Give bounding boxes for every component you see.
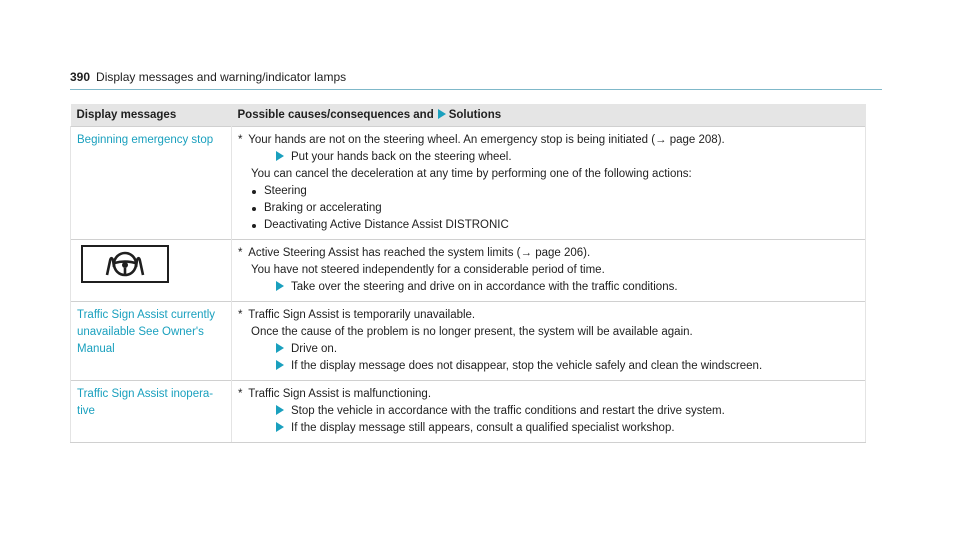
display-messages-table — [70, 104, 866, 443]
message-beginning-emergency-stop: Beginning emergency stop — [71, 127, 232, 240]
action-item — [238, 403, 859, 420]
message-traffic-sign-unavailable: Traffic Sign Assist currently unavailable See Owner's Manual — [71, 302, 232, 381]
col-header-causes-solutions — [232, 104, 866, 127]
cause-text: * Traffic Sign Assist is malfunctioning. — [238, 388, 432, 400]
action-item — [238, 149, 859, 166]
col-header-causes: Possible causes/consequences and — [237, 109, 434, 121]
solution-arrow-icon — [438, 109, 446, 119]
bullet-dot-icon — [252, 207, 256, 211]
col-header-display-messages: Display messages — [71, 104, 232, 127]
action-text: Stop the vehicle in accordance with the traffic conditions and restart the drive system. — [291, 405, 725, 417]
cause-text: * Active Steering Assist has reached the system limits (→ page 206). — [238, 247, 591, 259]
table-row — [71, 127, 866, 240]
table-row — [71, 302, 866, 381]
message-traffic-sign-inoperative: Traffic Sign Assist inopera-tive — [71, 381, 232, 443]
solution-cell — [232, 240, 866, 302]
header-rule — [70, 89, 882, 90]
action-text: Put your hands back on the steering wheel. — [291, 151, 512, 163]
action-item — [238, 279, 859, 296]
bullet-text: Braking or accelerating — [264, 202, 382, 214]
solution-cell — [232, 381, 866, 443]
action-text: If the display message still appears, consult a qualified specialist workshop. — [291, 422, 675, 434]
page-header — [70, 70, 882, 90]
info-text: You can cancel the deceleration at any time by performing one of the following actions: — [251, 168, 692, 180]
action-item — [238, 358, 859, 375]
bullet-item — [238, 217, 859, 234]
table-row — [71, 240, 866, 302]
cause-text: * Traffic Sign Assist is temporarily unavailable. — [238, 309, 476, 321]
info-text: Once the cause of the problem is no longer present, the system will be available again. — [251, 326, 693, 338]
action-item — [238, 341, 859, 358]
solution-arrow-icon — [276, 422, 284, 432]
info-text: You have not steered independently for a considerable period of time. — [251, 264, 605, 276]
solution-cell — [232, 127, 866, 240]
solution-arrow-icon — [276, 360, 284, 370]
page-number: 390 — [70, 70, 91, 84]
action-item — [238, 420, 859, 437]
col-header-solutions: Solutions — [448, 109, 502, 121]
bullet-text: Steering — [264, 185, 307, 197]
bullet-dot-icon — [252, 224, 256, 228]
cause-text: * Your hands are not on the steering wheel. An emergency stop is being initiated (→ page 208). — [238, 134, 725, 146]
table-header-row — [71, 104, 866, 127]
table-row — [71, 381, 866, 443]
bullet-item — [238, 183, 859, 200]
message-steering-icon-cell — [71, 240, 232, 302]
action-text: Drive on. — [291, 343, 338, 355]
steering-wheel-hands-icon — [81, 245, 169, 283]
action-text: Take over the steering and drive on in accordance with the traffic conditions. — [291, 281, 678, 293]
solution-cell — [232, 302, 866, 381]
page-heading: Display messages and warning/indicator lamps — [96, 70, 347, 84]
solution-arrow-icon — [276, 405, 284, 415]
bullet-dot-icon — [252, 190, 256, 194]
bullet-item — [238, 200, 859, 217]
solution-arrow-icon — [276, 343, 284, 353]
bullet-text: Deactivating Active Distance Assist DISTRONIC — [264, 219, 509, 231]
solution-arrow-icon — [276, 281, 284, 291]
action-text: If the display message does not disappear, stop the vehicle safely and clean the windscreen. — [291, 360, 763, 372]
solution-arrow-icon — [276, 151, 284, 161]
